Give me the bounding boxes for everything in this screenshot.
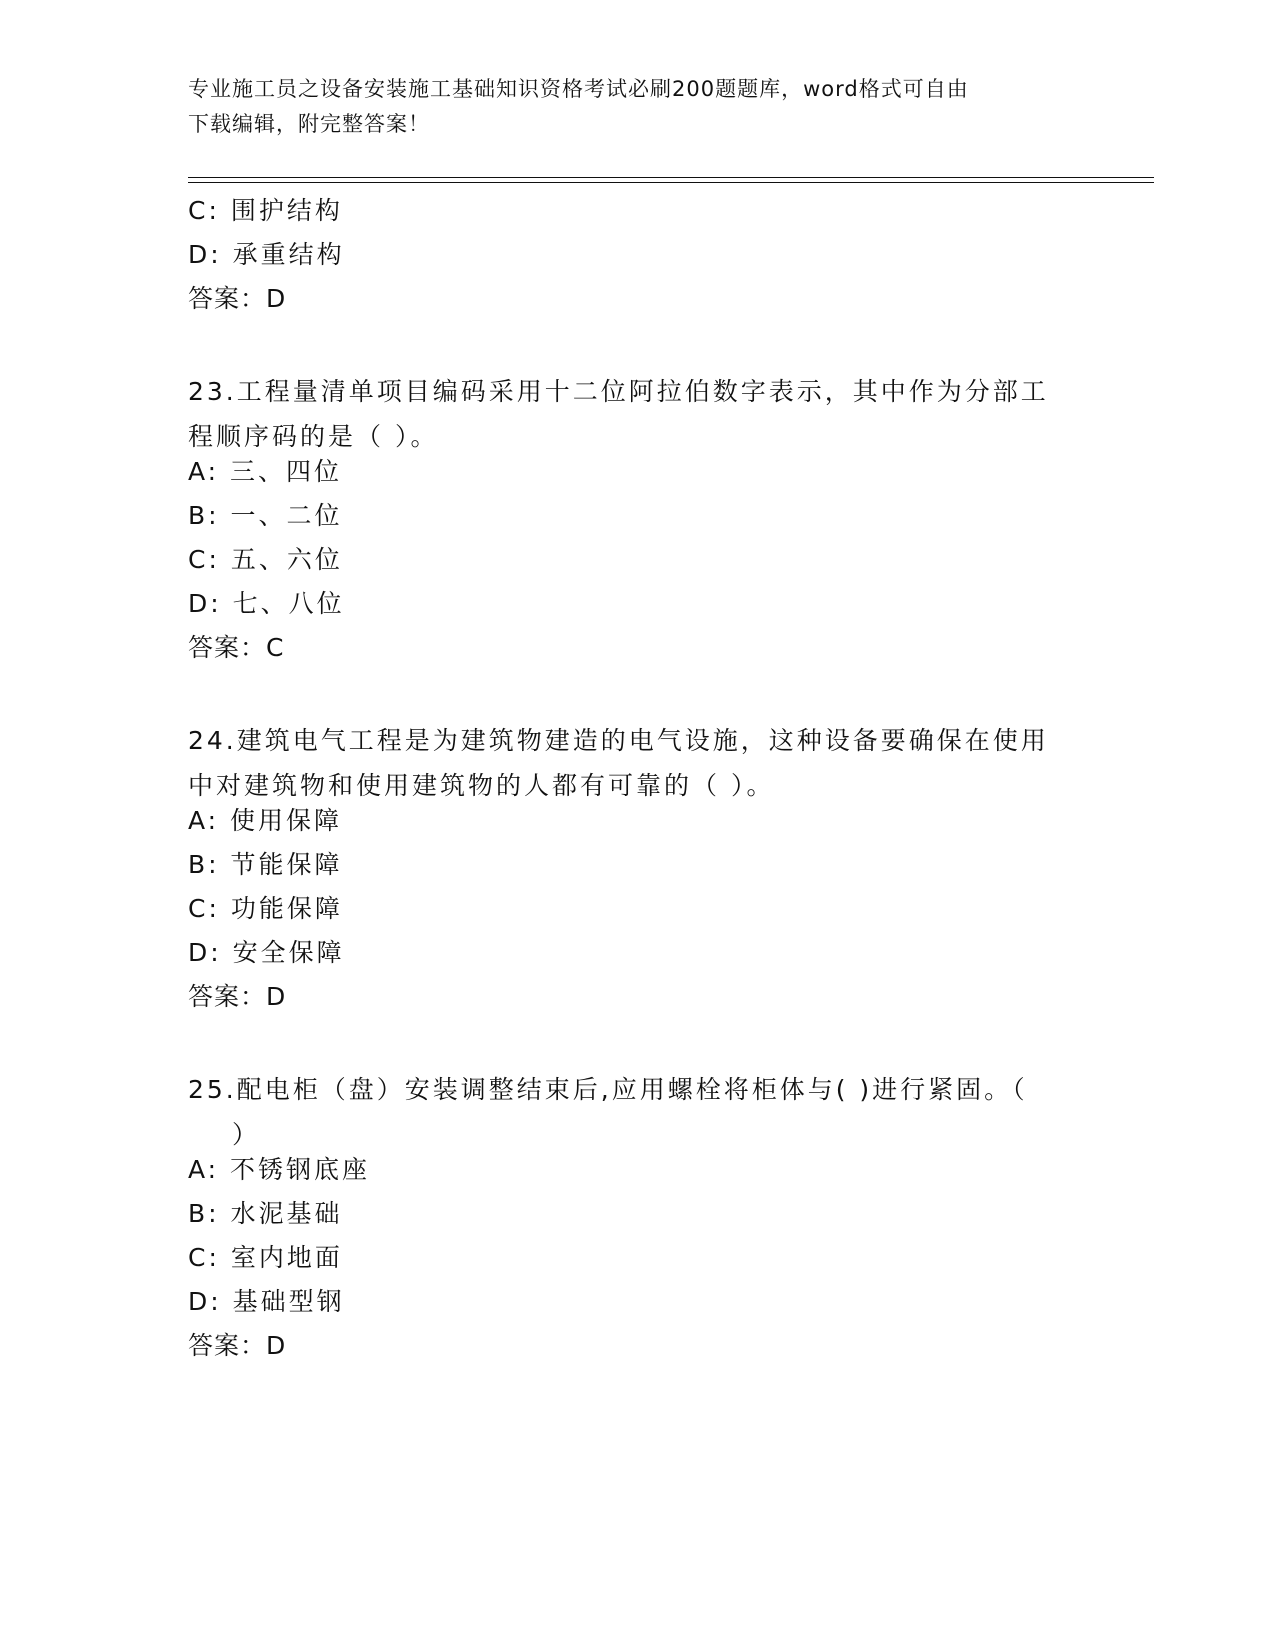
option-d <box>188 1287 345 1317</box>
option-b <box>188 850 343 880</box>
option-a <box>188 1155 370 1185</box>
option-label: C: <box>188 894 220 923</box>
question-text-line-1: 25.配电柜（盘）安装调整结束后,应用螺栓将柜体与( )进行紧固。（ <box>188 1075 1028 1104</box>
option-label: D: <box>188 589 222 618</box>
answer-line: 答案：D <box>188 982 287 1011</box>
option-label: A: <box>188 457 220 486</box>
option-label: B: <box>188 501 220 530</box>
option-text: 功能保障 <box>230 894 343 923</box>
option-label: D: <box>188 1287 222 1316</box>
question-25 <box>188 1067 1068 1157</box>
header-rule-bottom <box>188 182 1154 183</box>
option-label: D: <box>188 240 222 269</box>
option-text: 安全保障 <box>232 938 345 967</box>
option-text: 一、二位 <box>230 501 343 530</box>
option-text: 三、四位 <box>230 457 343 486</box>
option-c <box>188 1243 343 1273</box>
option-text: 围护结构 <box>230 196 343 225</box>
question-text-line-2: 程顺序码的是（ ）。 <box>188 422 439 451</box>
option-c <box>188 196 343 226</box>
option-d <box>188 240 345 270</box>
option-text: 节能保障 <box>230 850 343 879</box>
document-header <box>188 72 1068 142</box>
option-label: C: <box>188 196 220 225</box>
option-c <box>188 894 343 924</box>
option-text: 使用保障 <box>230 806 343 835</box>
option-b <box>188 501 343 531</box>
option-b <box>188 1199 343 1229</box>
option-text: 五、六位 <box>230 545 343 574</box>
header-line-2: 下载编辑，附完整答案！ <box>188 112 430 136</box>
question-24 <box>188 718 1068 808</box>
answer-line: 答案：D <box>188 284 287 313</box>
option-a <box>188 806 342 836</box>
question-23 <box>188 369 1068 459</box>
option-text: 水泥基础 <box>230 1199 343 1228</box>
question-text-line-1: 23.工程量清单项目编码采用十二位阿拉伯数字表示，其中作为分部工 <box>188 377 1049 406</box>
option-text: 不锈钢底座 <box>230 1155 371 1184</box>
header-line-1: 专业施工员之设备安装施工基础知识资格考试必刷200题题库，word格式可自由 <box>188 77 969 101</box>
option-text: 室内地面 <box>230 1243 343 1272</box>
question-text-line-2: ） <box>232 1120 261 1149</box>
question-text-line-2: 中对建筑物和使用建筑物的人都有可靠的（ ）。 <box>188 771 775 800</box>
option-d <box>188 589 345 619</box>
option-label: A: <box>188 806 220 835</box>
option-label: B: <box>188 1199 220 1228</box>
answer-line: 答案：D <box>188 1331 287 1360</box>
option-label: D: <box>188 938 222 967</box>
option-label: C: <box>188 1243 220 1272</box>
option-label: B: <box>188 850 220 879</box>
question-text-line-1: 24.建筑电气工程是为建筑物建造的电气设施，这种设备要确保在使用 <box>188 726 1049 755</box>
option-label: A: <box>188 1155 220 1184</box>
option-a <box>188 457 342 487</box>
option-c <box>188 545 343 575</box>
option-text: 基础型钢 <box>232 1287 345 1316</box>
header-rule-top <box>188 177 1154 178</box>
option-text: 七、八位 <box>232 589 345 618</box>
option-label: C: <box>188 545 220 574</box>
answer-line: 答案：C <box>188 633 285 662</box>
option-d <box>188 938 345 968</box>
option-text: 承重结构 <box>232 240 345 269</box>
